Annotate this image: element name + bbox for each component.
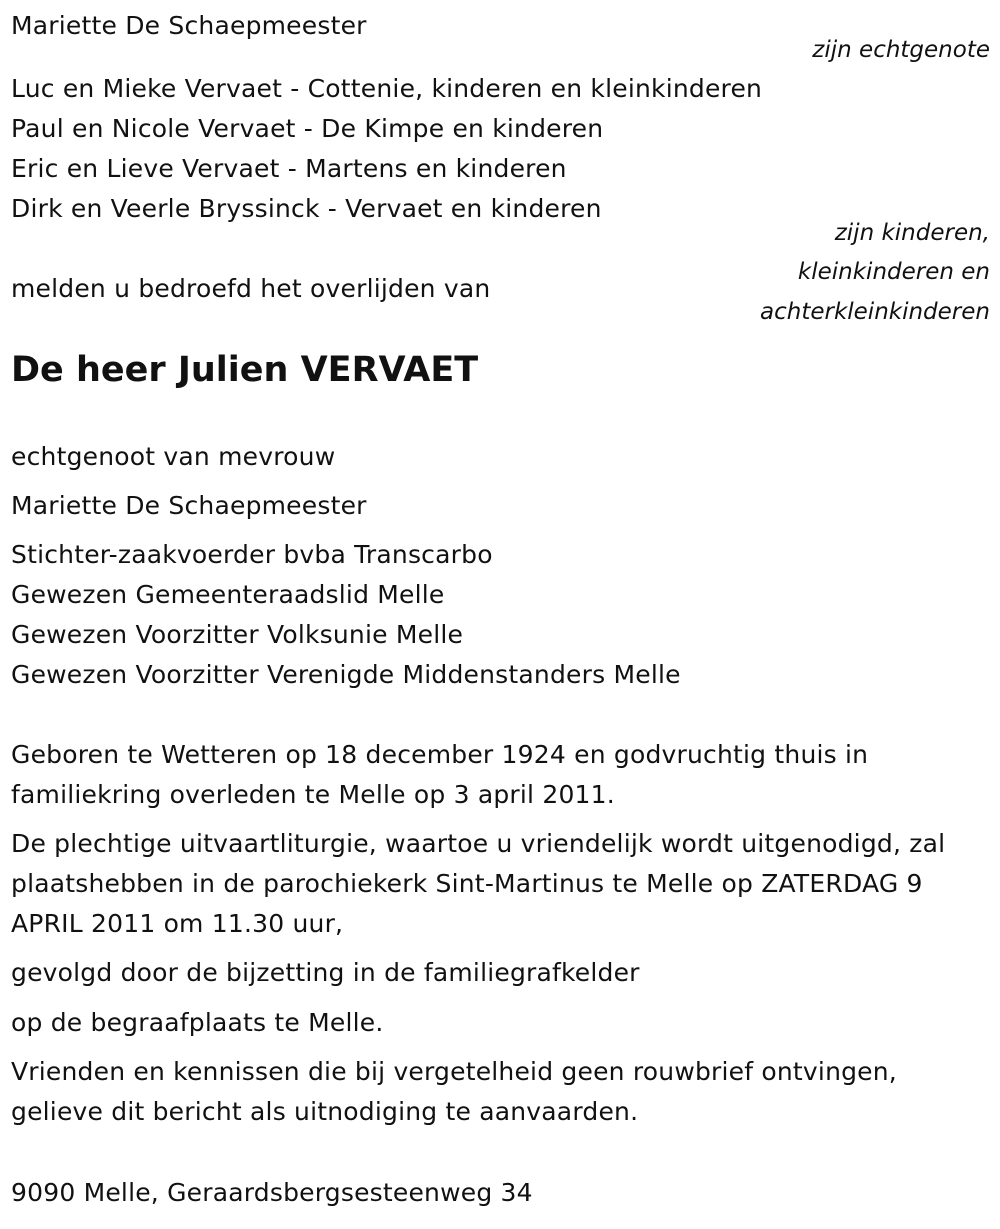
- burial-line-1: gevolgd door de bijzetting in de familiegrafkelder: [11, 958, 640, 987]
- family-line-2: Paul en Nicole Vervaet - De Kimpe en kinderen: [11, 114, 604, 143]
- funeral-line-3: APRIL 2011 om 11.30 uur,: [11, 909, 344, 938]
- birth-death-line-1: Geboren te Wetteren op 18 december 1924 en godvruchtig thuis in: [11, 740, 869, 769]
- announcement: melden u bedroefd het overlijden van: [11, 274, 491, 303]
- funeral-line-1: De plechtige uitvaartliturgie, waartoe u vriendelijk wordt uitgenodigd, zal: [11, 829, 946, 858]
- family-role-line-2: kleinkinderen en: [797, 259, 990, 285]
- title-line-1: Stichter-zaakvoerder bvba Transcarbo: [11, 540, 493, 569]
- title-line-4: Gewezen Voorzitter Verenigde Middenstanders Melle: [11, 660, 681, 689]
- family-line-3: Eric en Lieve Vervaet - Martens en kinderen: [11, 154, 567, 183]
- burial-line-2: op de begraafplaats te Melle.: [11, 1008, 384, 1037]
- friends-line-1: Vrienden en kennissen die bij vergetelheid geen rouwbrief ontvingen,: [11, 1057, 897, 1086]
- funeral-line-2: plaatshebben in de parochiekerk Sint-Martinus te Melle op ZATERDAG 9: [11, 869, 923, 898]
- spouse-name: Mariette De Schaepmeester: [11, 11, 367, 40]
- deceased-name: De heer Julien VERVAET: [11, 350, 479, 390]
- spouse-role: zijn echtgenote: [812, 37, 990, 63]
- title-line-2: Gewezen Gemeenteraadslid Melle: [11, 580, 445, 609]
- family-line-4: Dirk en Veerle Bryssinck - Vervaet en kinderen: [11, 194, 602, 223]
- family-line-1: Luc en Mieke Vervaet - Cottenie, kinderen en kleinkinderen: [11, 74, 763, 103]
- title-line-3: Gewezen Voorzitter Volksunie Melle: [11, 620, 464, 649]
- family-role-line-1: zijn kinderen,: [834, 220, 990, 246]
- friends-line-2: gelieve dit bericht als uitnodiging te aanvaarden.: [11, 1097, 639, 1126]
- address: 9090 Melle, Geraardsbergsesteenweg 34: [11, 1178, 533, 1207]
- spouse-intro: echtgenoot van mevrouw: [11, 442, 336, 471]
- deceased-spouse-name: Mariette De Schaepmeester: [11, 491, 367, 520]
- family-role-line-3: achterkleinkinderen: [760, 299, 990, 325]
- birth-death-line-2: familiekring overleden te Melle op 3 april 2011.: [11, 780, 615, 809]
